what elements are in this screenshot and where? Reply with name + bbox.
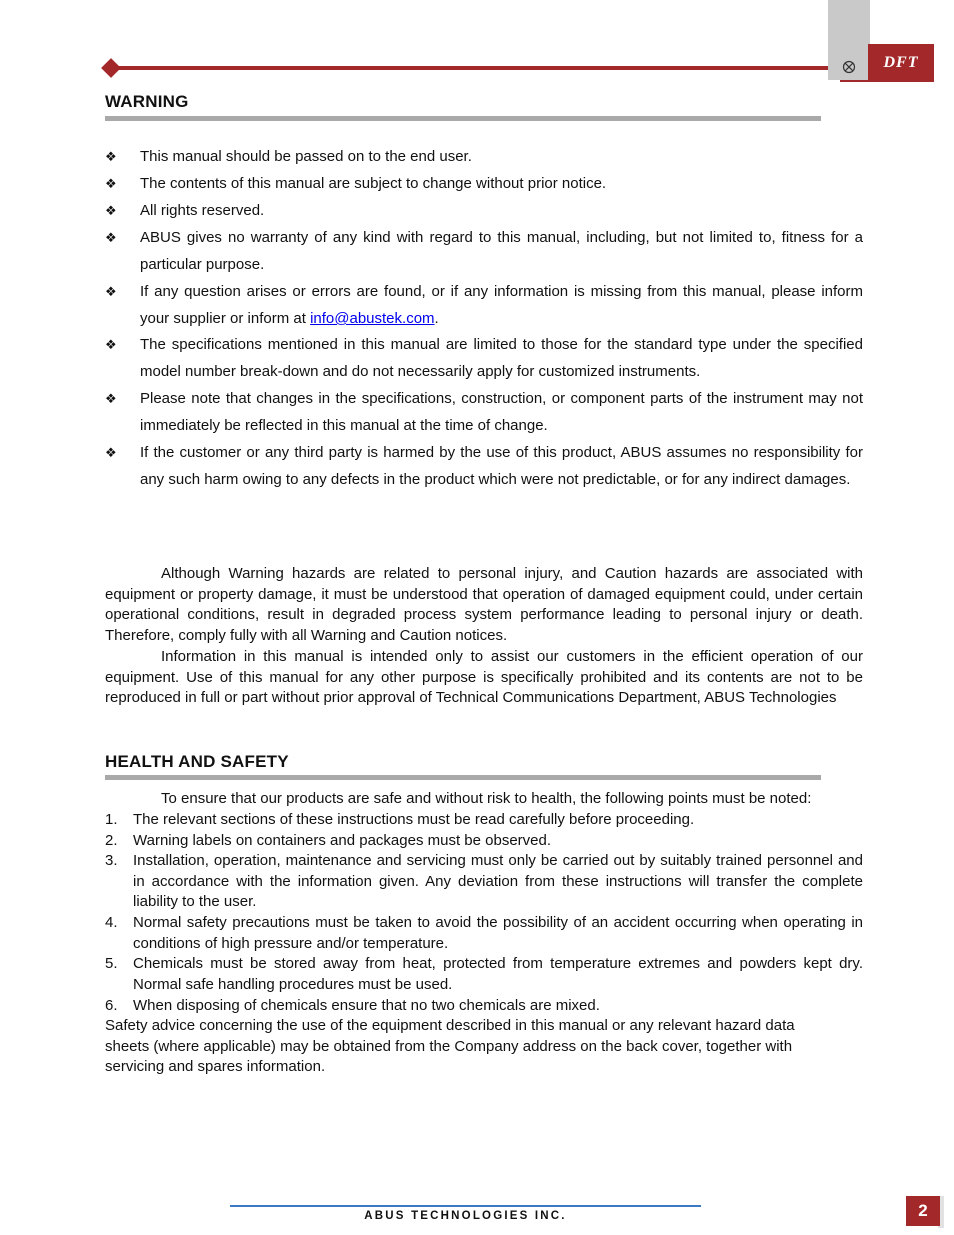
bullet-text: Please note that changes in the specifications, construction, or component parts of the instrument may not immediately be reflected in this manual at the time of change. — [140, 390, 863, 434]
item-number: 1. — [105, 811, 118, 828]
bullet-icon: ❖ — [105, 176, 117, 191]
warning-heading: WARNING — [105, 92, 189, 111]
item-number: 4. — [105, 914, 118, 931]
bullet-text: The specifications mentioned in this manual are limited to those for the standard type under the specified model number break-down and do not necessarily apply for customized instruments. — [140, 336, 863, 380]
body-paragraph: Information in this manual is intended only to assist our customers in the efficient operation of our equipment. Use of this manual for any other purpose is specifically prohibited and its contents are not to be reproduced in full or part without prior approval of Technical Communications Department, ABUS Technologies — [105, 648, 863, 707]
bullet-icon: ❖ — [105, 337, 117, 352]
bullet-icon: ❖ — [105, 391, 117, 406]
health-closing: Safety advice concerning the use of the equipment described in this manual or any relevant hazard data sheets (where applicable) may be obtained from the Company address on the back cover, together with servicing and spares information. — [105, 1017, 795, 1076]
warning-heading-rule — [105, 116, 821, 121]
footer-rule — [230, 1205, 701, 1207]
item-text: Warning labels on containers and packages must be observed. — [133, 832, 552, 849]
bullet-icon: ❖ — [105, 149, 117, 164]
bullet-text: The contents of this manual are subject to change without prior notice. — [140, 175, 607, 192]
list-item — [105, 913, 863, 954]
list-item — [105, 851, 863, 913]
bullet-icon: ❖ — [105, 284, 117, 299]
list-item — [105, 831, 863, 852]
header-rule — [112, 66, 828, 70]
bullet-text: All rights reserved. — [140, 202, 265, 219]
health-heading: HEALTH AND SAFETY — [105, 752, 289, 771]
list-item — [105, 439, 863, 493]
bullet-text — [140, 278, 863, 332]
item-number: 2. — [105, 832, 118, 849]
list-item — [105, 278, 863, 332]
header-diamond — [101, 58, 121, 78]
list-item — [105, 810, 863, 831]
email-link[interactable]: info@abustek.com — [310, 310, 435, 327]
item-text: Installation, operation, maintenance and servicing must only be carried out by suitably trained personnel and in accordance with the information given. Any deviation from these instructions will transfer the complete liability to the user. — [133, 852, 863, 911]
item-number: 6. — [105, 997, 118, 1014]
item-number: 3. — [105, 852, 118, 869]
item-text: Normal safety precautions must be taken to avoid the possibility of an accident occurring when operating in conditions of high pressure and/or temperature. — [133, 914, 863, 952]
bullet-text: This manual should be passed on to the end user. — [140, 148, 472, 165]
footer-company: ABUS TECHNOLOGIES INC. — [364, 1210, 567, 1222]
item-text: Chemicals must be stored away from heat, protected from temperature extremes and powders kept dry. Normal safe handling procedures must be used. — [133, 955, 863, 993]
list-item — [105, 197, 863, 224]
list-item — [105, 385, 863, 439]
page-number: 2 — [906, 1196, 940, 1226]
item-text: When disposing of chemicals ensure that no two chemicals are mixed. — [133, 997, 600, 1014]
list-item — [105, 224, 863, 278]
bullet-text-body: If any question arises or errors are found, or if any information is missing from this manual, please inform your supplier or inform at — [140, 283, 863, 327]
bullet-text: ABUS gives no warranty of any kind with regard to this manual, including, but not limited to, fitness for a particular purpose. — [140, 229, 863, 273]
bullet-text: If the customer or any third party is harmed by the use of this product, ABUS assumes no responsibility for any such harm owing to any defects in the product which were not predictable, or for any indirect damages. — [140, 444, 863, 488]
bullet-icon: ❖ — [105, 203, 117, 218]
health-intro: To ensure that our products are safe and without risk to health, the following points must be noted: — [161, 790, 812, 807]
list-item — [105, 143, 863, 170]
list-item — [105, 331, 863, 385]
header-tab-label: DFT — [868, 44, 934, 82]
health-heading-rule — [105, 775, 821, 780]
bullet-icon: ❖ — [105, 230, 117, 245]
list-item — [105, 954, 863, 995]
circle-cross-icon — [842, 60, 856, 74]
item-text: The relevant sections of these instructions must be read carefully before proceeding. — [133, 811, 695, 828]
item-number: 5. — [105, 955, 118, 972]
bullet-icon: ❖ — [105, 445, 117, 460]
list-item — [105, 996, 863, 1017]
list-item — [105, 170, 863, 197]
email-suffix: . — [434, 310, 439, 327]
body-paragraph: Although Warning hazards are related to personal injury, and Caution hazards are associated with equipment or property damage, it must be understood that operation of damaged equipment could, under certain operational conditions, result in degraded process system performance leading to personal injury or death. Therefore, comply fully with all Warning and Caution notices. — [105, 565, 863, 644]
